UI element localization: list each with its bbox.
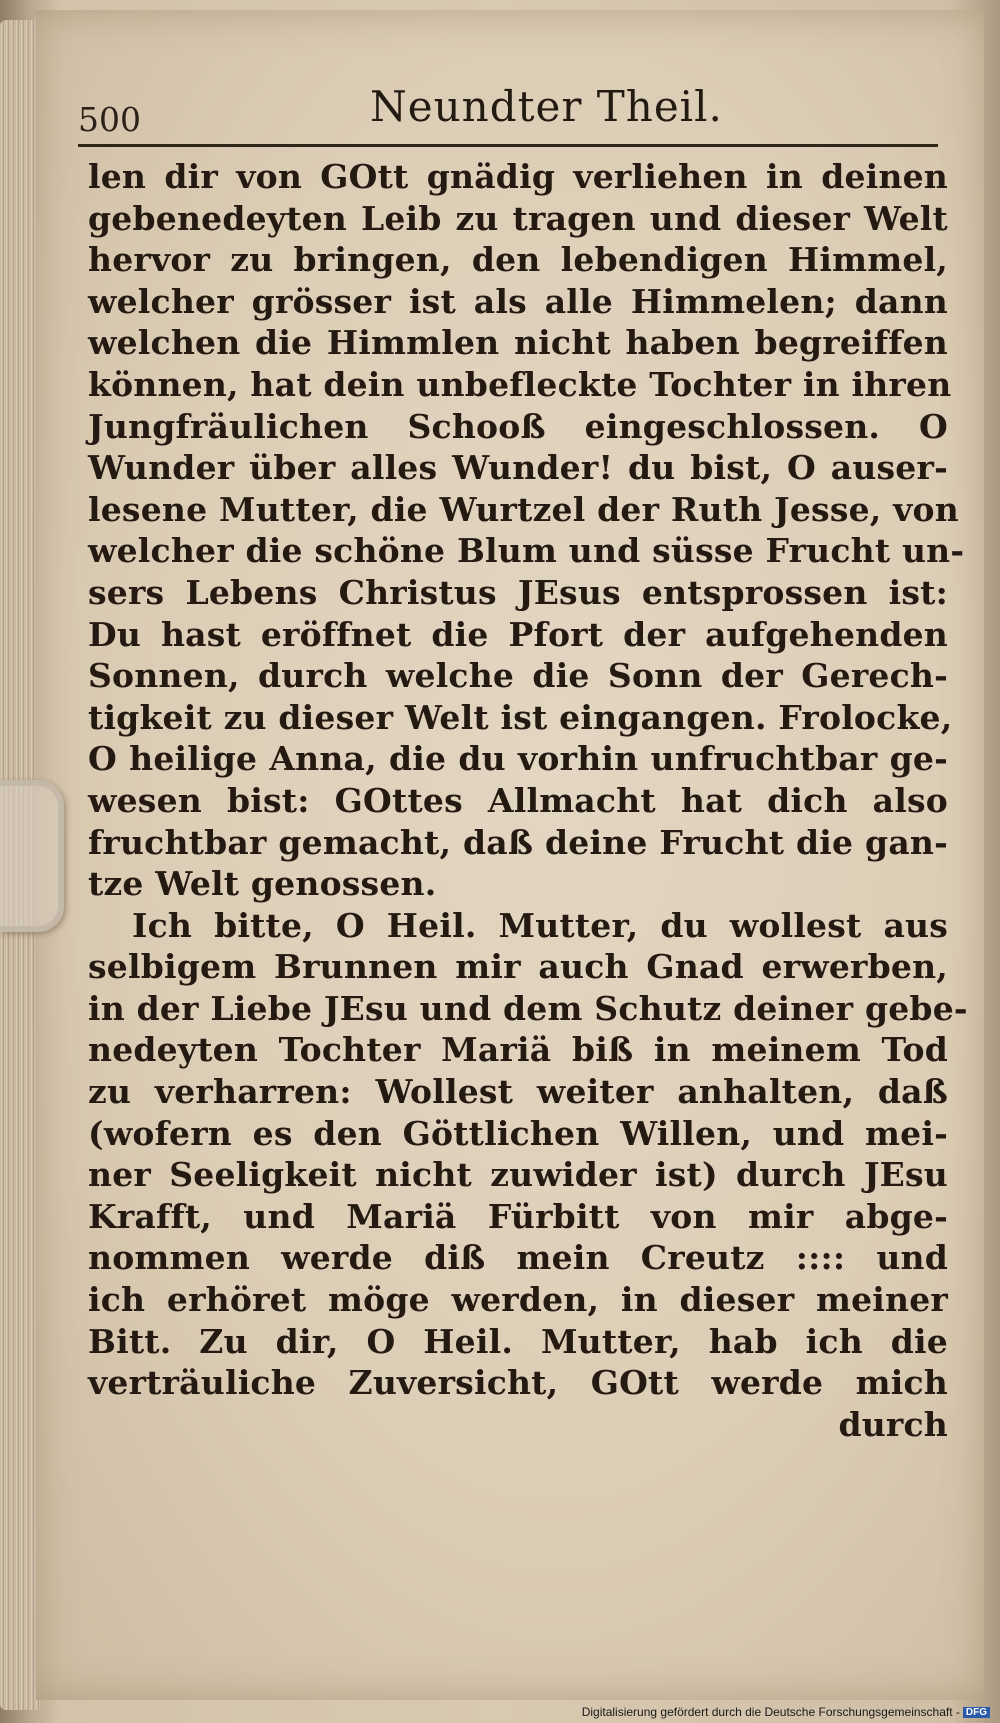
text-line: welcher die schöne Blum und süsse Frucht un- [88,531,965,571]
text-line: Sonnen, durch welche die Sonn der Gerech- [88,656,948,696]
text-line: welcher grösser ist als alle Himmelen; dann [88,281,948,321]
text-line: tigkeit zu dieser Welt ist eingangen. Frolocke, [88,697,953,737]
text-line: nedeyten Tochter Mariä biß in meinem Tod [88,1030,948,1070]
header-rule [78,144,938,147]
dfg-logo: DFG [963,1707,990,1718]
running-title: Neundter Theil. [370,82,723,131]
text-line: Krafft, und Mariä Fürbitt von mir abge- [88,1196,948,1236]
page-clip [0,780,64,932]
text-line: sers Lebens Christus JEsus entsprossen ist: [88,572,948,612]
text-line: (wofern es den Göttlichen Willen, und mei- [88,1113,948,1153]
text-line: selbigem Brunnen mir auch Gnad erwerben, [88,947,948,987]
text-line: ner Seeligkeit nicht zuwider ist) durch JEsu [88,1155,948,1195]
text-line: Bitt. Zu dir, O Heil. Mutter, hab ich die [88,1321,948,1361]
text-line: fruchtbar gemacht, daß deine Frucht die gan- [88,822,948,862]
text-line: können, hat dein unbefleckte Tochter in ihren [88,364,952,404]
text-line: lesene Mutter, die Wurtzel der Ruth Jesse, von [88,489,959,529]
catchword: durch [838,1404,948,1444]
credit-text: Digitalisierung gefördert durch die Deutsche Forschungsgemeinschaft - [581,1705,960,1719]
page-header [78,82,938,142]
text-line: hervor zu bringen, den lebendigen Himmel, [88,240,948,280]
text-line: wesen bist: GOttes Allmacht hat dich also [88,780,948,820]
text-line: zu verharren: Wollest weiter anhalten, daß [88,1072,948,1112]
text-line: Wunder über alles Wunder! du bist, O auser- [88,448,948,488]
text-line: gebenedeyten Leib zu tragen und dieser Welt [88,198,948,238]
text-line: Du hast eröffnet die Pfort der aufgehenden [88,614,948,654]
text-line: nommen werde diß mein Creutz :::: und [88,1238,948,1278]
text-line: len dir von GOtt gnädig verliehen in deinen [88,157,948,196]
page-number: 500 [78,100,141,139]
digitization-credit [560,1705,990,1721]
text-line: verträuliche Zuversicht, GOtt werde mich [88,1363,948,1403]
text-line: Jungfräulichen Schooß eingeschlossen. O [88,406,948,446]
text-line: O heilige Anna, die du vorhin unfruchtbar ge- [88,739,948,779]
text-line: ich erhöret möge werden, in dieser meiner [88,1280,948,1320]
text-line: tze Welt genossen. [88,864,437,904]
text-line: Ich bitte, O Heil. Mutter, du wollest aus [132,905,948,945]
text-line: in der Liebe JEsu und dem Schutz deiner gebe- [88,988,968,1028]
body-text [88,156,968,1445]
text-line: welchen die Himmlen nicht haben begreiffen [88,323,948,363]
